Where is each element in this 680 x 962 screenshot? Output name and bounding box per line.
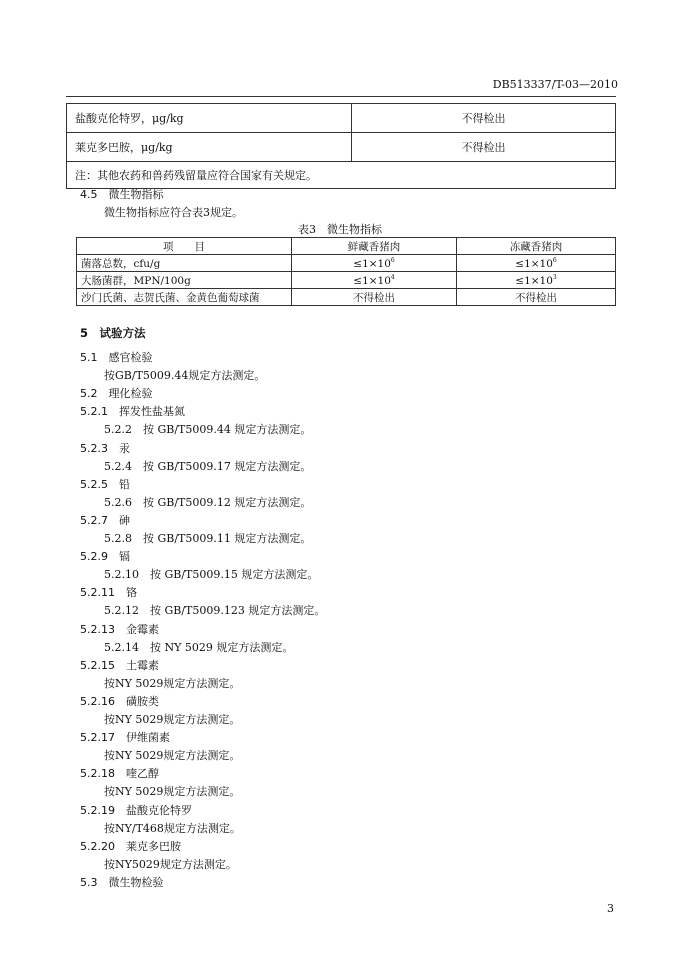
section-heading: 5.2.1 挥发性盐基氮 [80, 405, 185, 418]
section-body-4-5: 微生物指标应符合表3规定。 [104, 206, 243, 219]
table-cell-value: 不得检出 [352, 133, 616, 162]
table-row [77, 255, 616, 272]
table3-caption: 表3 微生物指标 [298, 223, 382, 236]
section-body-text: 按NY 5029规定方法测定。 [104, 749, 241, 762]
section-heading: 5.2.17 伊维菌素 [80, 731, 170, 744]
table-cell-item: 沙门氏菌、志贺氏菌、金黄色葡萄球菌 [77, 289, 292, 306]
section-heading: 5.2.7 砷 [80, 514, 130, 527]
table-cell-value: 不得检出 [352, 104, 616, 133]
section-heading: 5.2.19 盐酸克伦特罗 [80, 804, 192, 817]
section-heading: 5.2.18 喹乙醇 [80, 767, 159, 780]
section-body-text: 按GB/T5009.44规定方法测定。 [104, 369, 266, 382]
table-cell-fresh: $\le 1\times 10^4$ [292, 272, 457, 289]
section-heading: 5.2.11 铬 [80, 586, 137, 599]
table-cell-frozen: $\le 1\times 10^6$ [457, 255, 616, 272]
section-heading: 5.1 感官检验 [80, 351, 153, 364]
section-body-text: 按NY 5029规定方法测定。 [104, 785, 241, 798]
section-body-text: 按NY/T468规定方法测定。 [104, 822, 241, 835]
section-heading: 5.2.16 磺胺类 [80, 695, 159, 708]
section-heading-4-5: 4.5 微生物指标 [80, 188, 164, 201]
table-cell-item: 大肠菌群，MPN/100g [77, 272, 292, 289]
section-body-text: 5.2.2 按 GB/T5009.44 规定方法测定。 [104, 423, 312, 436]
table-note-row [67, 162, 616, 189]
table-row [67, 104, 616, 133]
section-heading: 5.3 微生物检验 [80, 876, 164, 889]
section-heading: 5.2.13 金霉素 [80, 623, 159, 636]
table-cell-item: 莱克多巴胺，μg/kg [67, 133, 352, 162]
page-number: 3 [607, 902, 614, 915]
table-cell-frozen: 不得检出 [457, 289, 616, 306]
table-header-frozen: 冻藏香猪肉 [457, 238, 616, 255]
table-row [67, 133, 616, 162]
table-row [77, 272, 616, 289]
section-body-text: 5.2.12 按 GB/T5009.123 规定方法测定。 [104, 604, 326, 617]
section-body-text: 5.2.8 按 GB/T5009.11 规定方法测定。 [104, 532, 312, 545]
section-body-text: 按NY5029规定方法测定。 [104, 858, 237, 871]
header-rule [66, 96, 616, 97]
table-row [77, 289, 616, 306]
section-heading: 5.2.20 莱克多巴胺 [80, 840, 181, 853]
section-body-text: 按NY 5029规定方法测定。 [104, 713, 241, 726]
microbial-table [76, 237, 616, 306]
section-heading: 5.2.9 镉 [80, 550, 130, 563]
section-heading-5: 5 试验方法 [80, 326, 146, 340]
table-cell-item: 菌落总数，cfu/g [77, 255, 292, 272]
section-heading: 5.2.3 汞 [80, 442, 130, 455]
section-heading: 5.2 理化检验 [80, 387, 153, 400]
section-body-text: 按NY 5029规定方法测定。 [104, 677, 241, 690]
table-header-fresh: 鲜藏香猪肉 [292, 238, 457, 255]
table-cell-item: 盐酸克伦特罗，μg/kg [67, 104, 352, 133]
section-body-text: 5.2.4 按 GB/T5009.17 规定方法测定。 [104, 460, 312, 473]
table-cell-frozen: $\le 1\times 10^3$ [457, 272, 616, 289]
table-cell-fresh: 不得检出 [292, 289, 457, 306]
document-code: DB513337/T-03—2010 [492, 78, 618, 91]
table-note: 注：其他农药和兽药残留量应符合国家有关规定。 [67, 162, 616, 189]
table-cell-fresh: $\le 1\times 10^6$ [292, 255, 457, 272]
section-body-text: 5.2.10 按 GB/T5009.15 规定方法测定。 [104, 568, 319, 581]
table-header-item: 项 目 [77, 238, 292, 255]
section-heading: 5.2.15 土霉素 [80, 659, 159, 672]
section-body-text: 5.2.6 按 GB/T5009.12 规定方法测定。 [104, 496, 312, 509]
section-body-text: 5.2.14 按 NY 5029 规定方法测定。 [104, 641, 294, 654]
residue-table-continued [66, 103, 616, 189]
section-heading: 5.2.5 铅 [80, 478, 130, 491]
table-header-row [77, 238, 616, 255]
